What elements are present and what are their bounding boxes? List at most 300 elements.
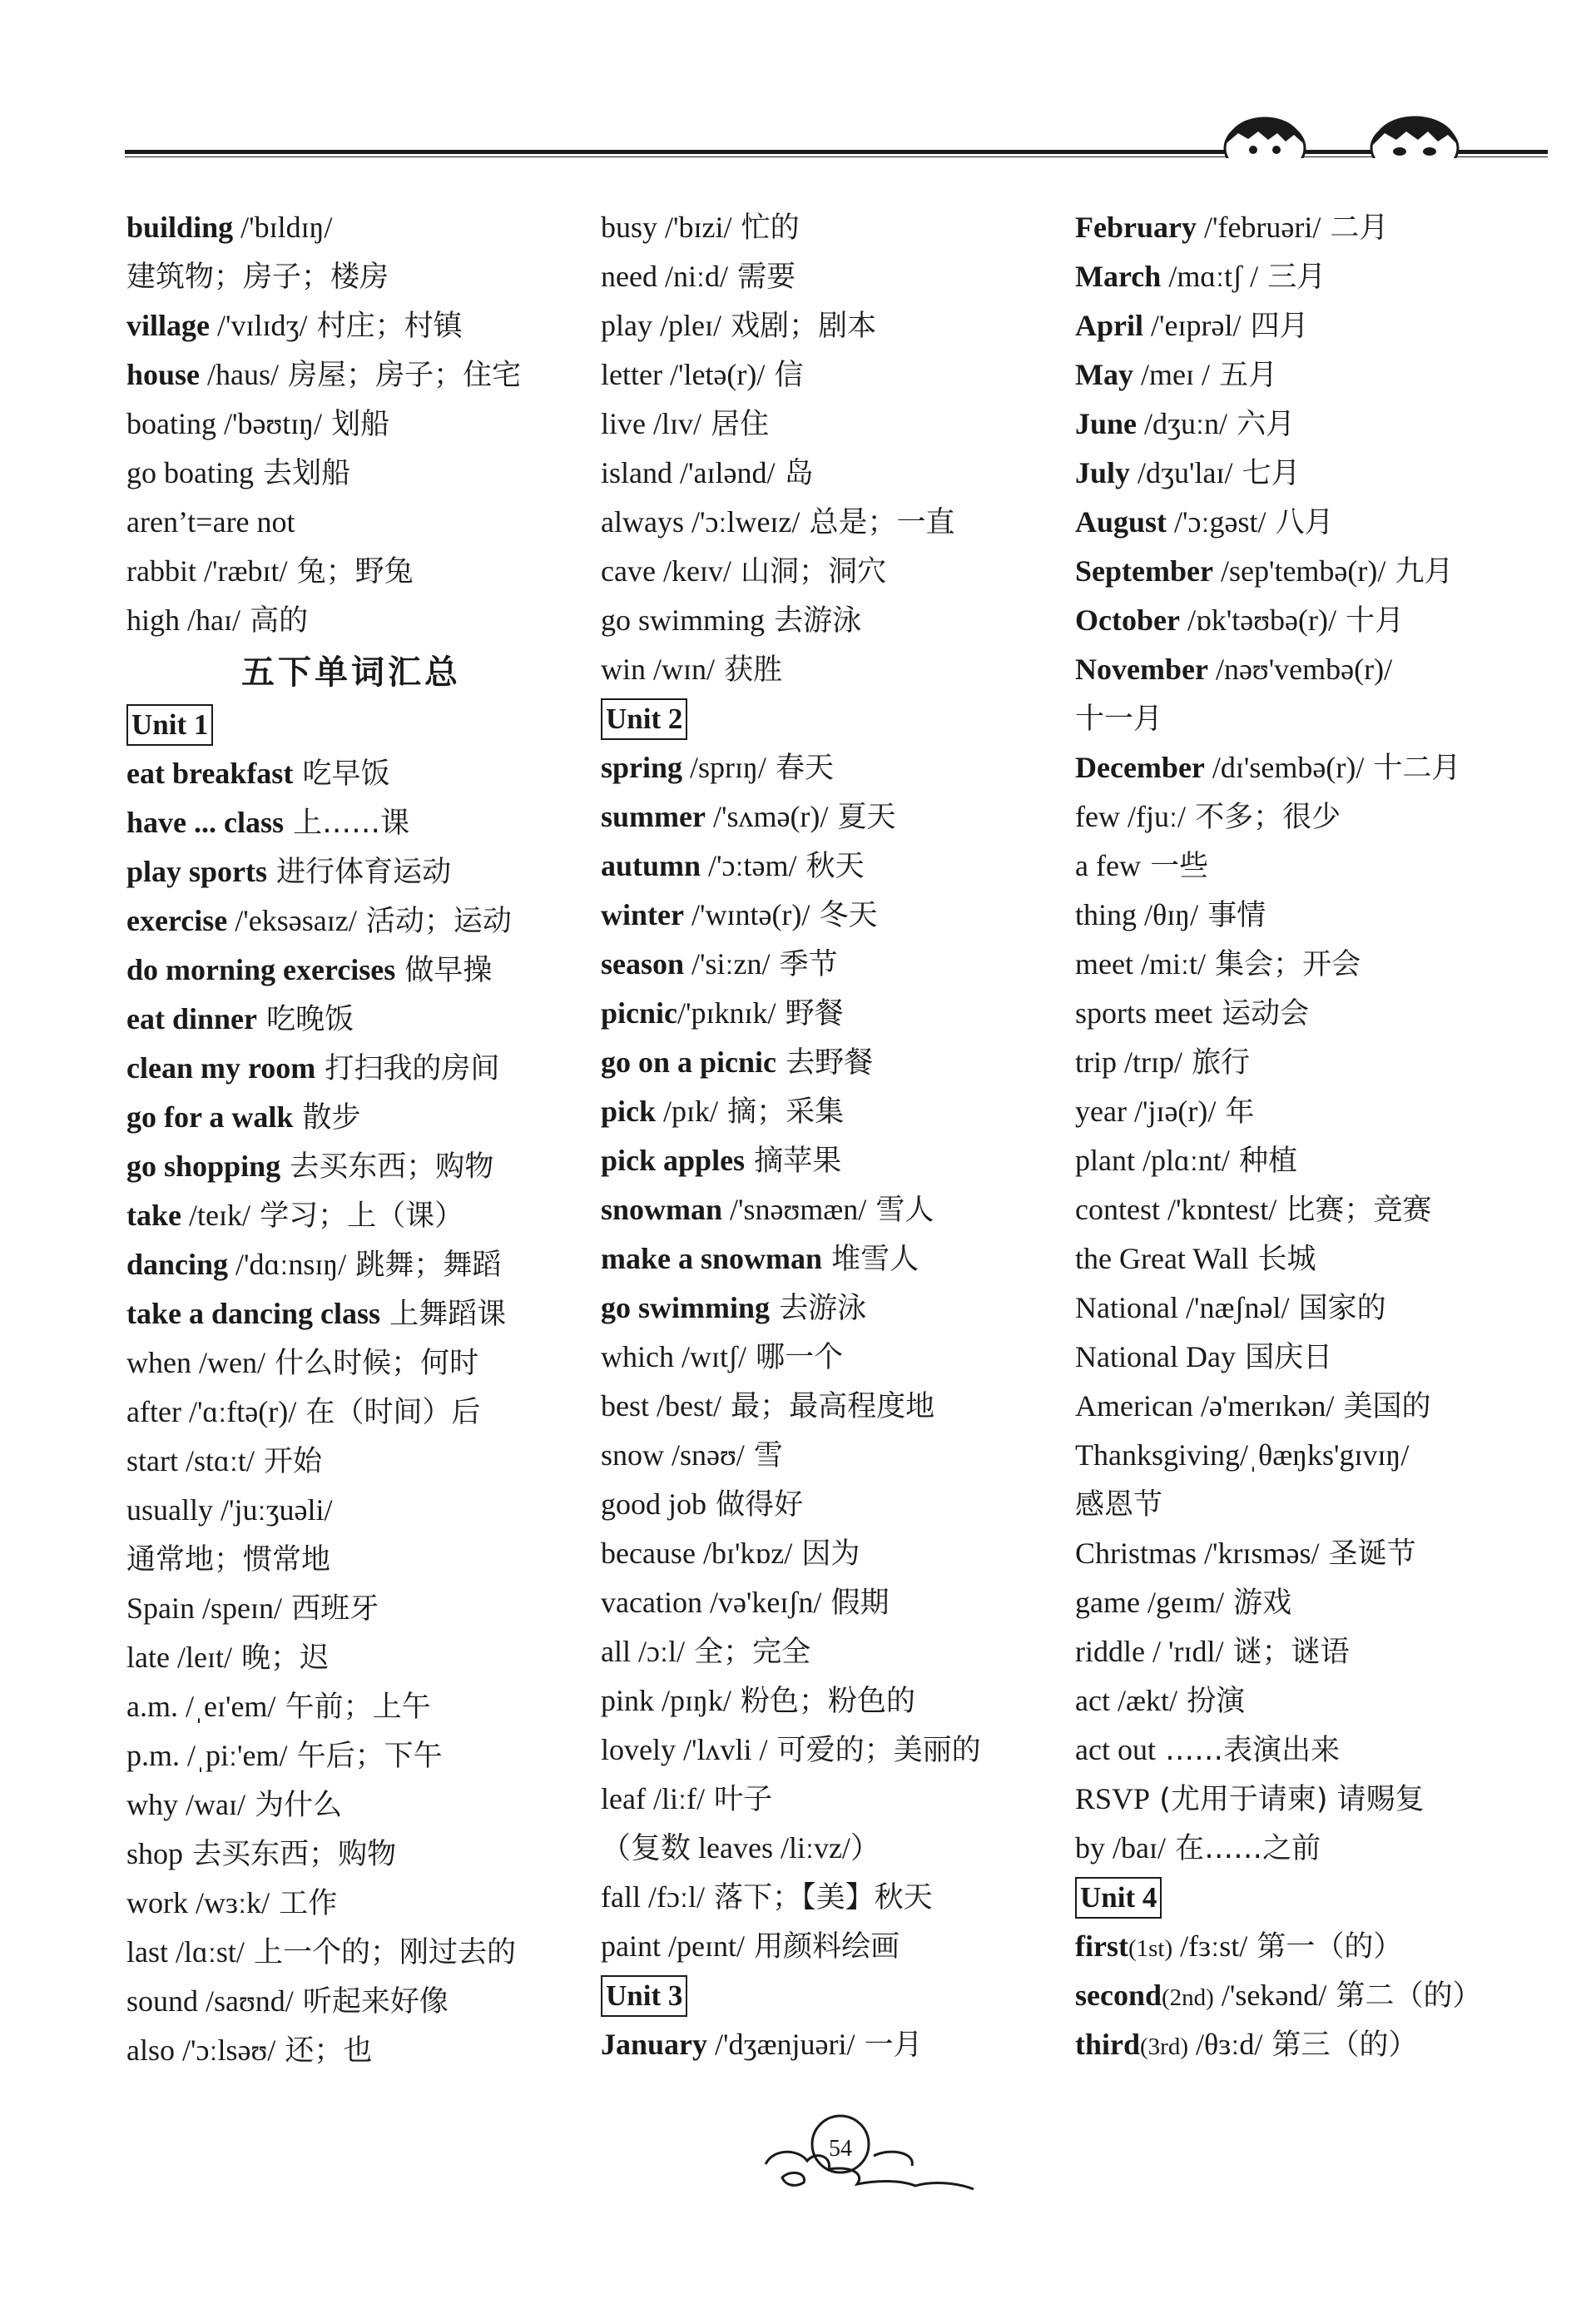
meaning: 季节 xyxy=(770,948,838,981)
vocab-entry xyxy=(601,1627,1067,1676)
vocab-word: third xyxy=(1075,2028,1141,2061)
vocab-entry xyxy=(126,1731,592,1780)
vocab-entry xyxy=(126,1633,592,1682)
vocab-word: fall xyxy=(601,1880,641,1914)
vocab-word: always xyxy=(601,505,684,539)
meaning: 戏剧；剧本 xyxy=(721,310,877,343)
page-number: 54 xyxy=(829,2136,852,2162)
vocab-entry xyxy=(126,847,592,896)
vocab-entry xyxy=(601,743,1067,792)
vocab-word: go swimming xyxy=(601,603,766,637)
meaning: 做早操 xyxy=(395,954,493,987)
meaning: 学习；上（课） xyxy=(250,1199,464,1233)
meaning: 九月 xyxy=(1385,555,1454,588)
phonetic: /plɑːnt/ xyxy=(1134,1144,1230,1177)
vocab-entry xyxy=(1075,1676,1558,1726)
vocab-entry xyxy=(601,1136,1067,1185)
vocab-entry xyxy=(126,896,592,946)
meaning: 西班牙 xyxy=(282,1592,379,1626)
phonetic: /pɪk/ xyxy=(656,1095,719,1128)
meaning: 不多；很少 xyxy=(1185,801,1341,834)
meaning: 跳舞；舞蹈 xyxy=(346,1249,502,1282)
vocab-word: first xyxy=(1075,1929,1128,1963)
meaning: (尤用于请柬) 请赐复 xyxy=(1150,1783,1425,1816)
vocab-entry xyxy=(126,498,592,547)
phonetic: /lɑːst/ xyxy=(168,1935,245,1969)
meaning: 还；也 xyxy=(275,2034,373,2068)
phonetic: /'krɪsməs/ xyxy=(1197,1537,1320,1570)
vocab-entry xyxy=(126,1830,592,1879)
vocab-entry xyxy=(1075,400,1558,449)
vocab-entry xyxy=(601,1922,1067,1971)
vocab-word: which xyxy=(601,1340,674,1373)
vocab-entry xyxy=(1075,792,1558,842)
phonetic: /sep'tembə(r)/ xyxy=(1212,554,1386,588)
vocab-word: Thanksgiving xyxy=(1075,1438,1240,1472)
meaning: 划船 xyxy=(322,408,390,441)
vocab-word: also xyxy=(126,2033,175,2067)
unit-heading xyxy=(601,694,1067,743)
vocab-entry xyxy=(126,1338,592,1388)
vocab-entry xyxy=(601,400,1067,449)
vocab-word: November xyxy=(1075,653,1208,686)
meaning: 落下；【美】秋天 xyxy=(704,1881,933,1914)
phonetic: /wen/ xyxy=(191,1346,265,1379)
vocab-word: summer xyxy=(601,800,706,833)
meaning: 国家的 xyxy=(1289,1292,1386,1325)
vocab-entry xyxy=(1075,596,1558,645)
meaning: 什么时候；何时 xyxy=(265,1347,479,1380)
phonetic: /trɪp/ xyxy=(1117,1045,1182,1079)
phonetic: /fɔːl/ xyxy=(640,1880,705,1914)
meaning: 夏天 xyxy=(828,801,896,834)
meaning: 通常地；惯常地 xyxy=(126,1543,331,1577)
meaning: 去游泳 xyxy=(770,1292,867,1325)
phonetic: /ækt/ xyxy=(1109,1684,1177,1717)
vocab-word: boating xyxy=(126,407,216,440)
meaning: 信 xyxy=(765,359,804,392)
meaning: 最；最高程度地 xyxy=(721,1390,935,1423)
vocab-word: few xyxy=(1075,800,1120,833)
vocab-entry xyxy=(1075,645,1558,694)
phonetic: /miːt/ xyxy=(1133,947,1206,981)
meaning: 一月 xyxy=(855,2028,923,2062)
vocab-word: vacation xyxy=(601,1586,702,1619)
vocab-entry xyxy=(601,645,1067,694)
vocab-entry xyxy=(601,350,1067,400)
vocab-word: autumn xyxy=(601,849,701,882)
phonetic: /sprɪŋ/ xyxy=(682,751,766,784)
unit-heading xyxy=(601,1971,1067,2020)
meaning: 可爱的；美丽的 xyxy=(767,1734,981,1767)
vocab-word: good job xyxy=(601,1487,707,1521)
vocab-word: go for a walk xyxy=(126,1100,294,1134)
phonetic: /geɪm/ xyxy=(1139,1586,1224,1619)
vocab-word: play xyxy=(601,309,652,342)
vocab-word: spring xyxy=(601,751,683,784)
phonetic: /'næʃnəl/ xyxy=(1177,1291,1290,1324)
vocab-entry xyxy=(1075,203,1558,252)
vocab-entry xyxy=(126,1977,592,2026)
phonetic: /'februəri/ xyxy=(1196,211,1321,244)
vocab-entry xyxy=(126,1093,592,1142)
phonetic: /speɪn/ xyxy=(195,1591,283,1625)
meaning: 在……之前 xyxy=(1165,1832,1321,1865)
meaning: 兔；野兔 xyxy=(287,555,414,588)
meaning: 游戏 xyxy=(1223,1587,1292,1620)
vocab-entry xyxy=(1075,350,1558,400)
meaning: 六月 xyxy=(1227,408,1296,441)
phonetic: /'bəʊtɪŋ/ xyxy=(216,407,323,440)
vocab-word: take a dancing class xyxy=(126,1297,381,1330)
vocab-entry xyxy=(1075,1087,1558,1136)
phonetic: /keɪv/ xyxy=(655,554,731,588)
phonetic: /ˌpiː'em/ xyxy=(180,1739,288,1772)
section-title: 五下单词汇总 xyxy=(241,653,461,692)
phonetic: /ˌθæŋks'gɪvɪŋ/ xyxy=(1239,1438,1410,1472)
phonetic: /'eksəsaɪz/ xyxy=(227,904,357,937)
vocab-entry xyxy=(1075,1627,1558,1676)
vocab-word: season xyxy=(601,947,685,981)
unit-label: Unit 4 xyxy=(1075,1877,1162,1919)
meaning: 上……课 xyxy=(284,807,410,840)
vocab-word: live xyxy=(601,407,646,440)
vocab-word: clean my room xyxy=(126,1051,316,1085)
meaning: 堆雪人 xyxy=(822,1243,919,1276)
vocab-entry xyxy=(126,798,592,847)
vocab-word: do morning exercises xyxy=(126,953,396,986)
meaning: 三月 xyxy=(1258,261,1326,294)
unit-label: Unit 1 xyxy=(126,704,213,746)
vocab-word: because xyxy=(601,1537,696,1570)
vocab-word: last xyxy=(126,1935,168,1969)
vocab-entry xyxy=(601,1726,1067,1775)
phonetic: /'letə(r)/ xyxy=(662,358,766,391)
vocab-entry xyxy=(601,1676,1067,1726)
vocab-entry xyxy=(601,1873,1067,1922)
vocab-word: exercise xyxy=(126,904,228,937)
phonetic: /ə'merɪkən/ xyxy=(1192,1389,1335,1423)
meaning: 用颜料绘画 xyxy=(744,1930,900,1964)
vocab-entry xyxy=(1075,252,1558,301)
vocab-entry xyxy=(126,1289,592,1338)
phonetic: /haus/ xyxy=(200,358,280,391)
meaning: 年 xyxy=(1216,1095,1255,1129)
phonetic: /'bɪldɪŋ/ xyxy=(233,211,333,244)
meaning: 活动；运动 xyxy=(356,905,512,938)
phonetic: /'bɪzi/ xyxy=(657,211,732,244)
vocab-entry xyxy=(601,1185,1067,1234)
phonetic: /θɪŋ/ xyxy=(1137,898,1199,931)
vocab-entry xyxy=(126,1240,592,1289)
vocab-word: National xyxy=(1075,1291,1178,1324)
vocab-word: （复数 leaves /liːvz/） xyxy=(601,1831,880,1865)
phonetic: /teɪk/ xyxy=(181,1199,250,1232)
vocab-entry xyxy=(601,596,1067,645)
phonetic: /peɪnt/ xyxy=(660,1929,745,1963)
phonetic: /və'keɪʃn/ xyxy=(701,1586,822,1619)
phonetic: /wɪtʃ/ xyxy=(673,1340,746,1373)
ordinal-abbrev: (3rd) xyxy=(1140,2033,1188,2060)
phonetic: /ɒk'təʊbə(r)/ xyxy=(1179,603,1336,637)
vocab-entry xyxy=(601,1431,1067,1480)
vocab-word: make a snowman xyxy=(601,1242,823,1275)
phonetic: /liːf/ xyxy=(645,1782,705,1815)
meaning: 山洞；洞穴 xyxy=(731,555,887,588)
meaning: 叶子 xyxy=(704,1783,773,1816)
vocab-word: April xyxy=(1075,309,1144,342)
unit-label: Unit 3 xyxy=(601,1975,687,2017)
phonetic: /'juːʒuəli/ xyxy=(213,1493,333,1527)
vocab-word: plant xyxy=(1075,1144,1135,1177)
vocab-word: p.m. xyxy=(126,1739,181,1772)
phonetic: /'siːzn/ xyxy=(684,947,771,981)
meaning: 比赛；竞赛 xyxy=(1276,1194,1432,1227)
phonetic: /dʒu'laɪ/ xyxy=(1130,456,1233,489)
meaning: 春天 xyxy=(766,752,834,785)
vocab-word: after xyxy=(126,1395,181,1428)
vocab-entry xyxy=(601,1578,1067,1627)
vocab-word: winter xyxy=(601,898,684,931)
phonetic: /'sekənd/ xyxy=(1213,1979,1327,2012)
vocab-entry xyxy=(1075,1922,1558,1971)
vocab-word: high xyxy=(126,603,181,637)
vocab-word: usually xyxy=(126,1493,213,1527)
vocab-entry xyxy=(1075,891,1558,940)
vocab-entry xyxy=(126,596,592,645)
vocab-entry xyxy=(601,2020,1067,2069)
vocab-entry xyxy=(126,400,592,449)
phonetic: /waɪ/ xyxy=(178,1788,245,1821)
vocab-entry xyxy=(601,989,1067,1038)
phonetic: /best/ xyxy=(649,1389,721,1423)
vocab-word: trip xyxy=(1075,1045,1117,1079)
phonetic: /mɑːtʃ / xyxy=(1161,260,1259,293)
meaning: 为什么 xyxy=(245,1789,343,1822)
vocab-word: busy xyxy=(601,211,658,244)
vocab-entry xyxy=(1075,1775,1558,1824)
vocab-word: July xyxy=(1075,456,1131,489)
vocab-word: win xyxy=(601,653,646,686)
meaning: 高的 xyxy=(240,604,309,638)
vocab-entry xyxy=(126,1780,592,1830)
vocab-entry xyxy=(601,203,1067,252)
phonetic: /leɪt/ xyxy=(169,1641,232,1674)
vocab-word: have ... class xyxy=(126,806,284,839)
vocab-word: building xyxy=(126,211,234,244)
vocab-entry xyxy=(126,547,592,596)
vocab-entry xyxy=(126,995,592,1044)
meaning: 旅行 xyxy=(1182,1046,1251,1080)
phonetic: /pleɪ/ xyxy=(652,309,721,342)
meaning: 十月 xyxy=(1336,604,1405,638)
ordinal-abbrev: (1st) xyxy=(1128,1935,1173,1962)
vocab-word: a few xyxy=(1075,849,1141,882)
meaning: 吃晚饭 xyxy=(257,1003,354,1036)
phonetic: /'dʒænjuəri/ xyxy=(707,2028,855,2061)
vocab-entry xyxy=(1075,842,1558,891)
vocab-word: village xyxy=(126,309,210,342)
vocab-entry xyxy=(1075,1726,1558,1775)
phonetic: /ɔːl/ xyxy=(630,1635,685,1668)
vocab-entry xyxy=(1075,940,1558,989)
phonetic: /snəʊ/ xyxy=(664,1438,745,1472)
vocab-word: dancing xyxy=(126,1248,229,1281)
vocab-entry xyxy=(1075,989,1558,1038)
vocab-entry xyxy=(601,1480,1067,1529)
meaning: 第一（的） xyxy=(1247,1930,1403,1964)
vocab-word: pick xyxy=(601,1095,657,1128)
vocab-word: National Day xyxy=(1075,1340,1236,1373)
meaning: 事情 xyxy=(1198,899,1266,932)
vocab-entry xyxy=(601,301,1067,350)
meaning: 做得好 xyxy=(706,1488,804,1522)
vocab-entry xyxy=(601,792,1067,842)
vocab-entry xyxy=(601,252,1067,301)
meaning: 去买东西；购物 xyxy=(280,1150,494,1184)
ordinal-abbrev: (2nd) xyxy=(1162,1984,1214,2011)
phonetic: /'vɪlɪdʒ/ xyxy=(209,309,308,342)
meaning: 开始 xyxy=(254,1445,322,1478)
vocab-entry xyxy=(1075,498,1558,547)
vocab-word: Christmas xyxy=(1075,1537,1197,1570)
vocab-word: sound xyxy=(126,1984,199,2018)
vocab-entry xyxy=(601,498,1067,547)
meaning: 村庄；村镇 xyxy=(307,310,463,343)
vocab-word: March xyxy=(1075,260,1162,293)
vocab-entry xyxy=(126,301,592,350)
vocab-entry xyxy=(601,1087,1067,1136)
vocab-word: why xyxy=(126,1788,178,1821)
vocab-word: snowman xyxy=(601,1193,723,1226)
vocab-word: pink xyxy=(601,1684,655,1717)
meaning: 五月 xyxy=(1209,359,1278,392)
meaning: 在（时间）后 xyxy=(296,1396,481,1429)
vocab-entry xyxy=(1075,1824,1558,1873)
vocab-word: house xyxy=(126,358,201,391)
meaning: 假期 xyxy=(821,1587,890,1620)
vocab-word: second xyxy=(1075,1979,1162,2012)
meaning: 去买东西；购物 xyxy=(183,1838,397,1871)
vocab-word: all xyxy=(601,1635,631,1668)
phonetic: / 'rɪdl/ xyxy=(1144,1635,1224,1668)
meaning: 第三（的） xyxy=(1262,2028,1418,2062)
vocab-entry xyxy=(601,547,1067,596)
meaning: 午后；下午 xyxy=(287,1740,443,1773)
meaning: 吃早饭 xyxy=(293,757,390,791)
phonetic: /'snəʊmæn/ xyxy=(722,1193,867,1226)
meaning: 居住 xyxy=(701,408,770,441)
phonetic: /dʒuːn/ xyxy=(1137,407,1228,440)
vocab-entry xyxy=(601,449,1067,498)
vocab-word: go shopping xyxy=(126,1150,281,1183)
phonetic: /meɪ / xyxy=(1133,358,1210,391)
vocab-entry xyxy=(601,1824,1067,1873)
meaning: 谜；谜语 xyxy=(1223,1636,1350,1669)
meaning: 去划船 xyxy=(253,457,351,490)
meaning: 感恩节 xyxy=(1075,1488,1163,1522)
vocab-entry xyxy=(601,1775,1067,1824)
phonetic: /baɪ/ xyxy=(1105,1831,1166,1865)
vocab-entry xyxy=(126,1584,592,1633)
vocab-entry xyxy=(601,1529,1067,1578)
vocab-entry xyxy=(126,1044,592,1093)
meaning: 岛 xyxy=(775,457,814,490)
meaning: 上舞蹈课 xyxy=(380,1298,507,1331)
vocab-word: go swimming xyxy=(601,1291,771,1324)
vocab-entry xyxy=(1075,1971,1558,2020)
vocab-word: eat breakfast xyxy=(126,757,294,790)
vocab-word: lovely xyxy=(601,1733,676,1766)
vocab-entry xyxy=(1075,2020,1558,2069)
vocab-word: leaf xyxy=(601,1782,646,1815)
vocab-word: December xyxy=(1075,751,1205,784)
vocab-entry xyxy=(126,749,592,798)
phonetic: /pɪŋk/ xyxy=(654,1684,731,1717)
vocab-word: picnic xyxy=(601,996,678,1030)
phonetic: /dɪ'sembə(r)/ xyxy=(1204,751,1365,784)
meaning: 野餐 xyxy=(776,997,844,1030)
phonetic: /'aɪlənd/ xyxy=(672,456,776,489)
vocab-entry xyxy=(601,1038,1067,1087)
vocab-word: sports meet xyxy=(1075,996,1212,1030)
phonetic: /θɜːd/ xyxy=(1188,2028,1263,2061)
meaning: ……表演出来 xyxy=(1155,1734,1341,1767)
vocab-entry xyxy=(601,842,1067,891)
vocab-entry xyxy=(126,1879,592,1928)
meaning: 需要 xyxy=(727,261,796,294)
phonetic: /'eɪprəl/ xyxy=(1143,309,1242,342)
phonetic: /'ɔːgəst/ xyxy=(1167,505,1266,539)
meaning: 房屋；房子；住宅 xyxy=(279,359,522,392)
column-1 xyxy=(126,203,592,2075)
vocab-entry xyxy=(1075,1136,1558,1185)
meaning: 晚；迟 xyxy=(231,1641,330,1675)
vocab-word: act out xyxy=(1075,1733,1156,1766)
vocab-entry xyxy=(126,1437,592,1486)
vocab-entry xyxy=(126,1682,592,1731)
meaning: 摘；采集 xyxy=(718,1095,845,1129)
phonetic: /fɜːst/ xyxy=(1172,1929,1248,1963)
meaning: 长城 xyxy=(1248,1243,1316,1276)
phonetic: /'ɑːftə(r)/ xyxy=(181,1395,297,1428)
phonetic: /stɑːt/ xyxy=(177,1444,255,1477)
phonetic: /'ræbɪt/ xyxy=(196,554,288,588)
vocab-word: work xyxy=(126,1886,188,1919)
meaning: 散步 xyxy=(293,1101,361,1135)
meaning: 圣诞节 xyxy=(1319,1537,1416,1571)
vocab-word: island xyxy=(601,456,672,489)
phonetic: /lɪv/ xyxy=(645,407,701,440)
phonetic: /saʊnd/ xyxy=(198,1984,294,2018)
vocab-word: Spain xyxy=(126,1591,196,1625)
phonetic: /'pɪknɪk/ xyxy=(677,996,776,1030)
vocab-entry xyxy=(1075,1431,1558,1480)
vocab-entry xyxy=(1075,301,1558,350)
vocab-entry xyxy=(1075,1480,1558,1529)
meaning: 去野餐 xyxy=(776,1046,874,1080)
meaning: 打扫我的房间 xyxy=(315,1052,500,1085)
phonetic: /'ɔːlsəʊ/ xyxy=(175,2033,276,2067)
vocab-entry xyxy=(126,1928,592,1977)
meaning: 冬天 xyxy=(810,899,878,932)
vocab-entry xyxy=(1075,1578,1558,1627)
phonetic: /nəʊ'vembə(r)/ xyxy=(1207,653,1393,686)
vocab-word: pick apples xyxy=(601,1144,746,1177)
vocab-entry xyxy=(126,946,592,995)
vocab-word: June xyxy=(1075,407,1138,440)
vocab-word: take xyxy=(126,1199,181,1232)
